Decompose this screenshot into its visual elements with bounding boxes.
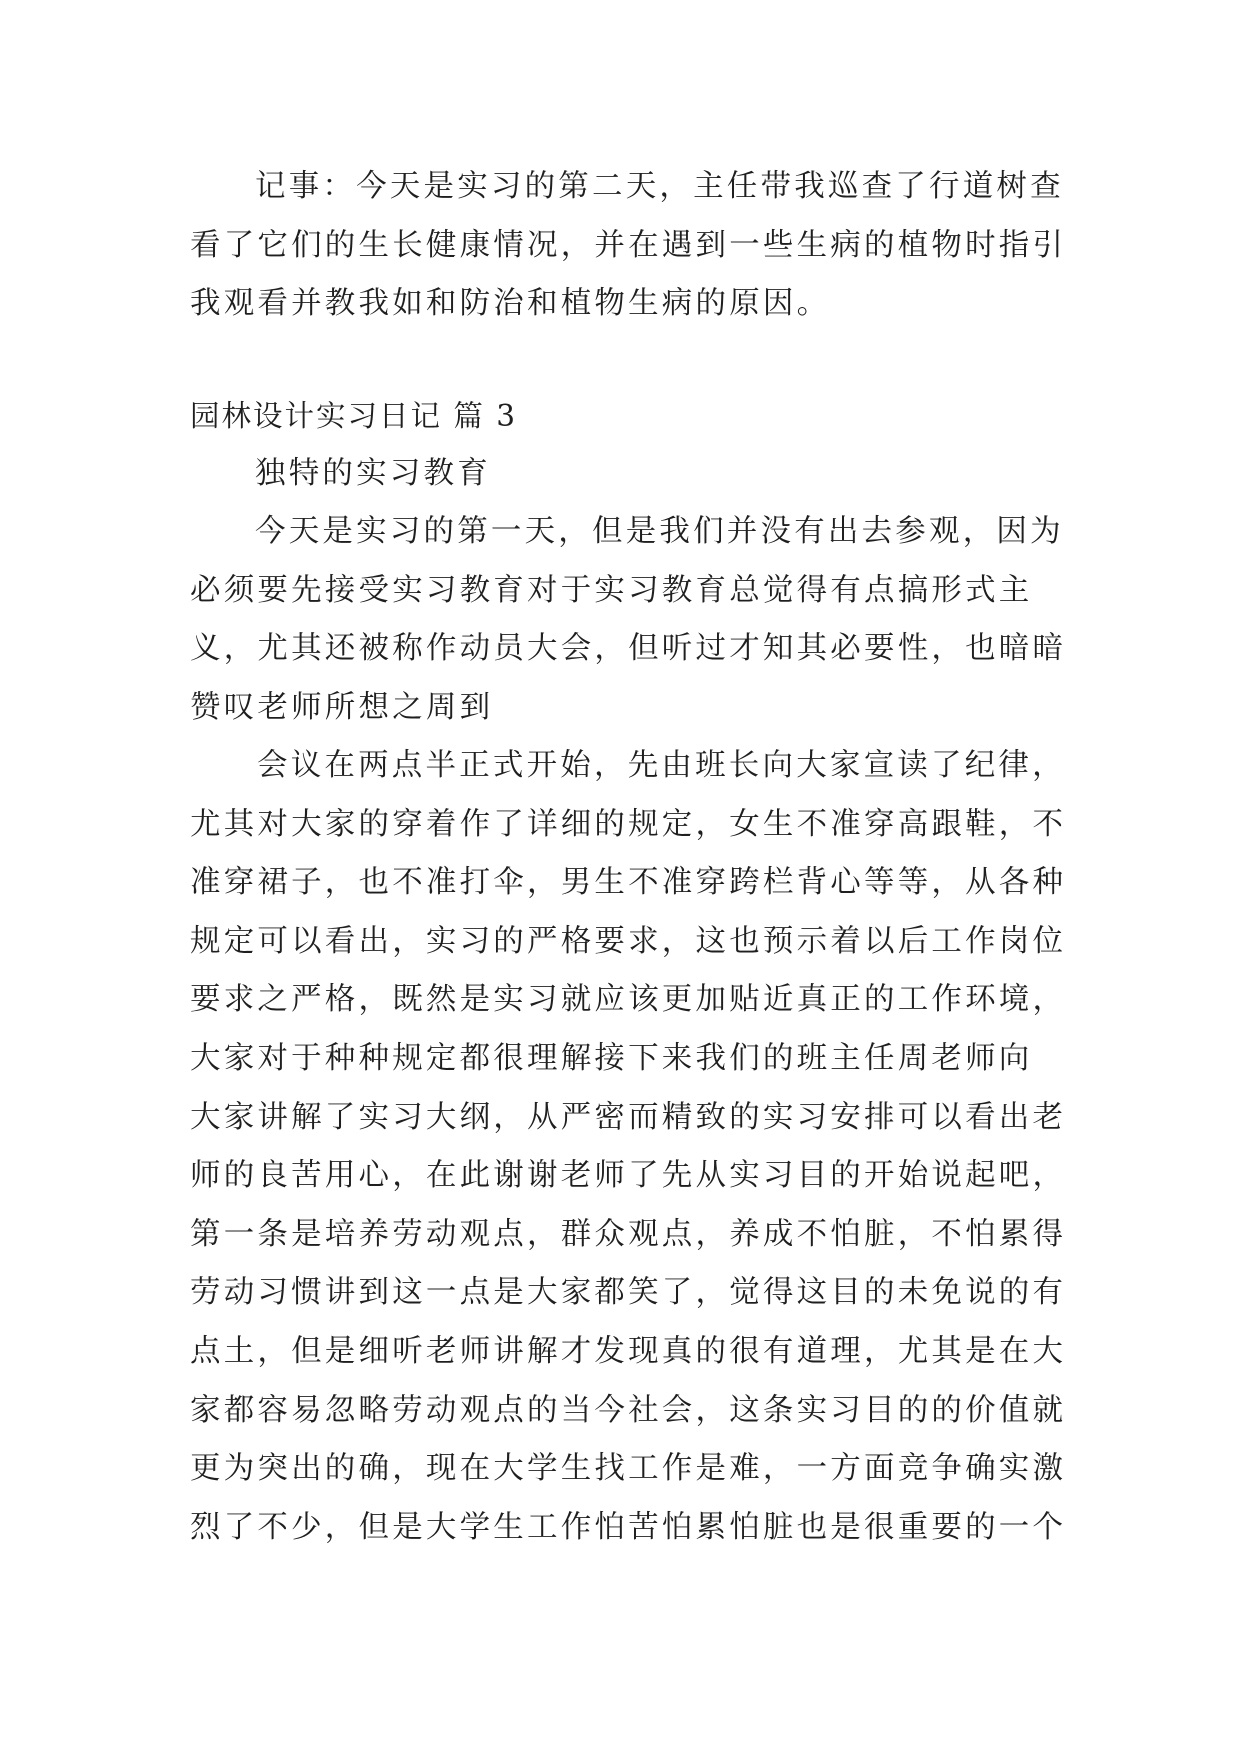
text-line: 烈了不少，但是大学生工作怕苦怕累怕脏也是很重要的一个 (190, 1509, 1067, 1545)
text-line: 更为突出的确，现在大学生找工作是难，一方面竞争确实激 (190, 1451, 1067, 1487)
text-line: 必须要先接受实习教育对于实习教育总觉得有点搞形式主 (190, 572, 1033, 608)
text-line: 会议在两点半正式开始，先由班长向大家宣读了纪律， (257, 748, 1066, 783)
subtitle-text: 独特的实习教育 (255, 456, 491, 491)
text-line: 要求之严格，既然是实习就应该更加贴近真正的工作环境， (190, 982, 1067, 1018)
text-line: 我观看并教我如和防治和植物生病的原因。 (190, 286, 831, 322)
section-heading (190, 387, 1050, 446)
text-line: 赞叹老师所想之周到 (190, 689, 494, 725)
heading-text: 园林设计实习日记 篇 3 (190, 399, 518, 433)
text-line: 义，尤其还被称作动员大会，但听过才知其必要性，也暗暗 (190, 631, 1067, 667)
text-line: 记事：今天是实习的第二天，主任带我巡查了行道树查 (255, 169, 1064, 204)
text-line: 大家讲解了实习大纲，从严密而精致的实习安排可以看出老 (190, 1099, 1067, 1135)
text-line: 劳动习惯讲到这一点是大家都笑了，觉得这目的未免说的有 (190, 1275, 1067, 1311)
section-subtitle (190, 445, 1050, 504)
text-line: 规定可以看出，实习的严格要求，这也预示着以后工作岗位 (190, 923, 1067, 959)
text-line: 大家对于种种规定都很理解接下来我们的班主任周老师向 (190, 1040, 1033, 1076)
text-line: 家都容易忽略劳动观点的当今社会，这条实习目的的价值就 (190, 1392, 1067, 1428)
text-line: 看了它们的生长健康情况，并在遇到一些生病的植物时指引 (190, 227, 1067, 263)
paragraph-2 (190, 737, 1067, 1557)
text-line: 尤其对大家的穿着作了详细的规定，女生不准穿高跟鞋，不 (190, 806, 1067, 842)
text-line: 准穿裙子，也不准打伞，男生不准穿跨栏背心等等，从各种 (190, 865, 1067, 901)
text-line: 今天是实习的第一天，但是我们并没有出去参观，因为 (255, 514, 1064, 549)
text-line: 点土，但是细听老师讲解才发现真的很有道理，尤其是在大 (190, 1333, 1067, 1369)
text-line: 师的良苦用心，在此谢谢老师了先从实习目的开始说起吧， (190, 1158, 1067, 1194)
paragraph-1 (190, 503, 1067, 737)
text-line: 第一条是培养劳动观点，群众观点，养成不怕脏，不怕累得 (190, 1216, 1067, 1252)
diary-entry-day2 (190, 158, 1067, 334)
